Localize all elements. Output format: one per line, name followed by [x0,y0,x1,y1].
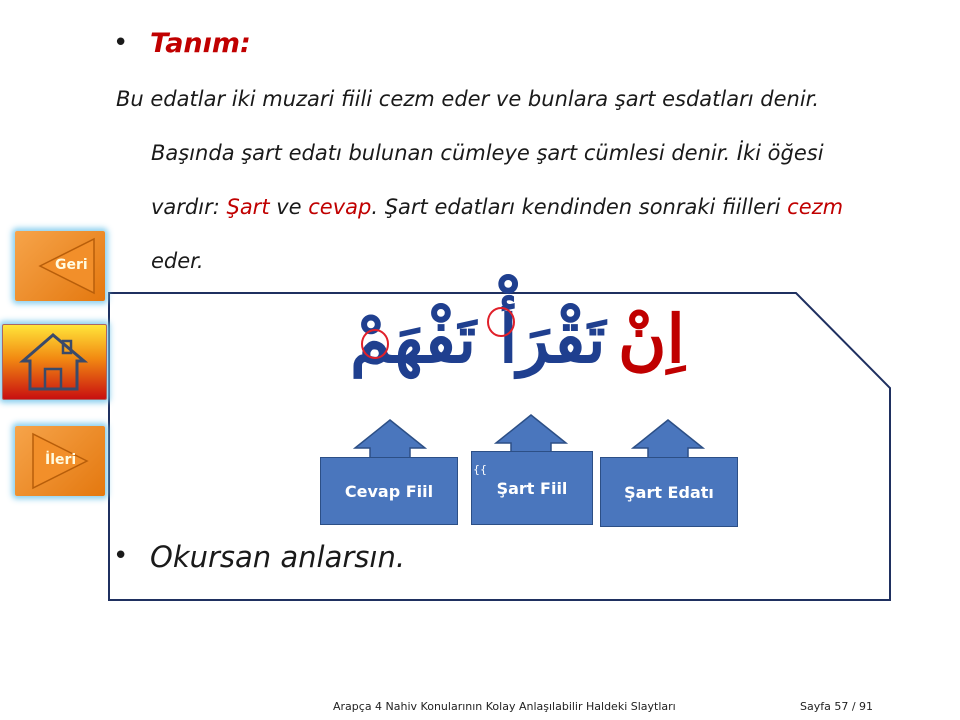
arrow-sart-fiil [496,415,566,452]
slide-heading: Tanım: [150,28,251,59]
back-label: Geri [55,257,88,273]
label-sart-fiil: Şart Fiil [471,451,593,525]
label-sart-edati: Şart Edatı [600,457,738,527]
translation-bullet: • [113,541,129,571]
small-mark: {{ [473,463,487,476]
term-cevap: cevap [308,195,372,219]
text: vardır: [151,195,227,219]
arrow-sart-edati [633,420,703,458]
home-icon [3,325,106,399]
arabic-edat: اِنْ [618,300,685,378]
paragraph-line-4: eder. [151,249,204,273]
translation-text: Okursan anlarsın. [150,540,406,574]
home-button[interactable] [2,324,107,400]
heading-bullet: • [113,28,129,58]
paragraph-line-1: Bu edatlar iki muzari fiili cezm eder ve bunlara şart esdatları denir. [116,87,820,111]
paragraph-line-2: Başında şart edatı bulunan cümleye şart cümlesi denir. İki öğesi [151,141,824,165]
footer-page-number: Sayfa 57 / 91 [800,700,874,713]
forward-button[interactable] [15,426,105,496]
arrow-cevap [355,420,425,458]
back-button[interactable] [15,231,105,301]
term-sart: Şart [226,195,270,219]
label-cevap-fiil: Cevap Fiil [320,457,458,525]
text: . Şart edatları kendinden sonraki fiilleri [371,195,788,219]
term-cezm: cezm [787,195,844,219]
arabic-verbs: تَقْرَأْ تَفْهَمْ [350,300,606,378]
footer-title: Arapça 4 Nahiv Konularının Kolay Anlaşılabilir Haldeki Slaytları [333,700,676,713]
forward-label: İleri [45,452,77,468]
text: ve [269,195,309,219]
